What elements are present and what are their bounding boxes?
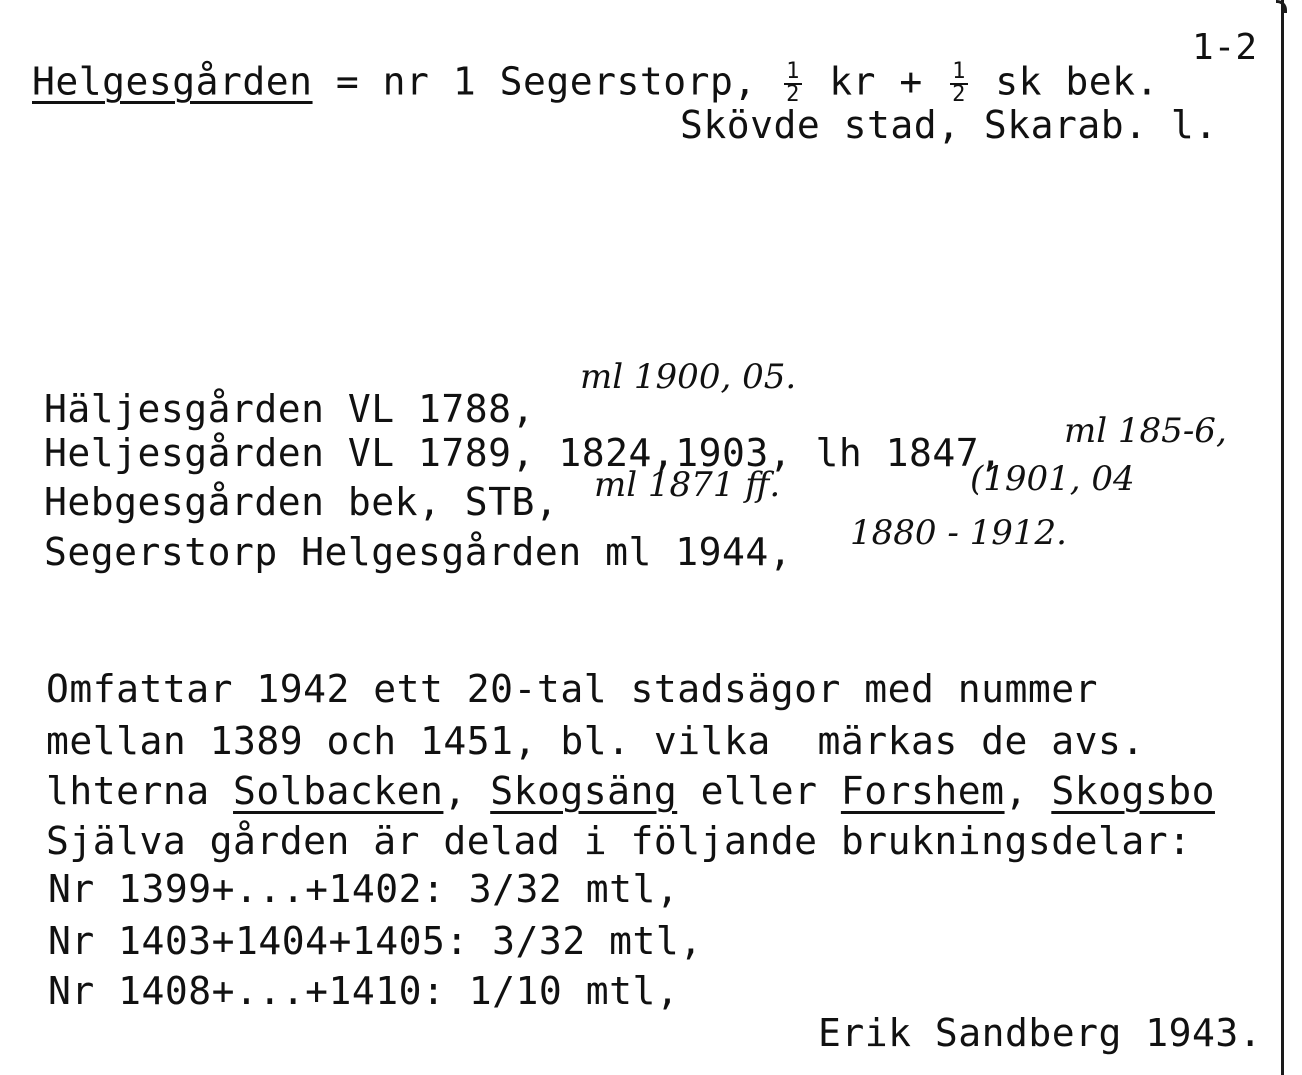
fraction-numerator: 1	[952, 59, 966, 84]
separator: ,	[443, 769, 491, 813]
card-corner	[1276, 0, 1287, 13]
variant-line-3: Hebgesgården bek, STB,	[44, 480, 559, 524]
body-line-1: Omfattar 1942 ett 20-tal stadsägor med nummer	[46, 667, 1099, 711]
fraction-denominator: 2	[952, 81, 966, 107]
handwritten-note-4: (1901, 04	[970, 459, 1135, 499]
place-solbacken: Solbacken	[233, 769, 444, 813]
handwritten-note-2: ml 185-6,	[1064, 411, 1227, 451]
card-right-border	[1281, 0, 1284, 1075]
place-forshem: Forshem	[840, 769, 1005, 813]
share-line-1: Nr 1399+...+1402: 3/32 mtl,	[48, 867, 680, 911]
header-kr-plus: kr +	[805, 59, 947, 104]
header-line	[32, 59, 1159, 107]
handwritten-note-3: ml 1871 ff.	[594, 465, 781, 505]
body-line-2: mellan 1389 och 1451, bl. vilka märkas de avs.	[46, 719, 1145, 763]
place-skogsbo: Skogsbo	[1051, 769, 1215, 813]
handwritten-note-5: 1880 - 1912.	[850, 513, 1067, 553]
signature: Erik Sandberg 1943.	[818, 1011, 1263, 1055]
share-line-3: Nr 1408+...+1410: 1/10 mtl,	[48, 969, 680, 1013]
variant-line-4: Segerstorp Helgesgården ml 1944,	[44, 530, 793, 574]
variant-line-2: Heljesgården VL 1789, 1824,1903, lh 1847,	[44, 431, 1003, 475]
header-sk-bek: sk bek.	[971, 59, 1159, 104]
body-line-3-start: lhterna	[46, 769, 234, 813]
variant-line-1: Häljesgården VL 1788,	[44, 387, 535, 431]
place-skogsang: Skogsäng	[490, 769, 678, 813]
handwritten-note-1: ml 1900, 05.	[580, 357, 797, 397]
fraction-denominator: 2	[786, 81, 800, 107]
fraction-numerator: 1	[786, 59, 800, 84]
body-line-4: Själva gården är delad i följande brukningsdelar:	[46, 819, 1192, 863]
place-name-title: Helgesgården	[32, 59, 313, 104]
body-line-3	[46, 769, 1215, 813]
card-number: 1-2	[1192, 27, 1258, 68]
header-location: Skövde stad, Skarab. l.	[680, 103, 1218, 147]
fraction-half-kr	[784, 59, 802, 107]
fraction-half-sk	[950, 59, 968, 107]
separator: ,	[1004, 769, 1052, 813]
conjunction: eller	[677, 769, 841, 813]
share-line-2: Nr 1403+1404+1405: 3/32 mtl,	[48, 919, 703, 963]
header-equals-text: = nr 1 Segerstorp,	[312, 59, 781, 104]
